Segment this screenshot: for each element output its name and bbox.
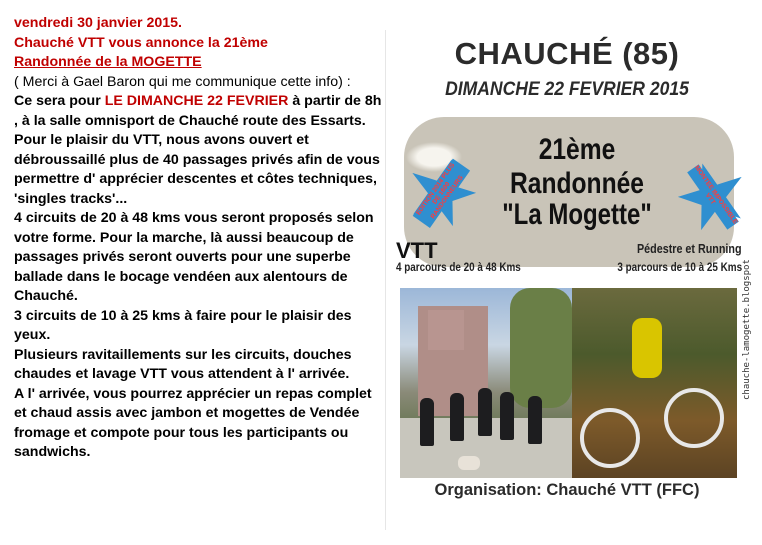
tree-shape <box>510 288 572 408</box>
article-headline <box>14 34 386 73</box>
headline-part1: Chauché VTT vous annonce la 21ème <box>14 34 268 51</box>
walk-routes: 3 parcours de 10 à 25 Kms <box>617 262 742 274</box>
castle-tower <box>428 310 464 350</box>
bike-wheel <box>580 408 640 468</box>
dog-shape <box>458 456 480 470</box>
walkers-photo <box>400 288 572 478</box>
paragraph-1 <box>14 92 386 131</box>
article-text <box>14 14 386 463</box>
paragraph-4: 3 circuits de 10 à 25 kms à faire pour le plaisir des yeux. <box>14 307 352 343</box>
badge-left-text: EDITION 2014 PLUS DE 1600 RANDONNEURS <box>412 158 469 227</box>
blog-watermark: chauche-lamogette.blogspot <box>742 259 752 400</box>
walker <box>420 398 434 446</box>
walker <box>478 388 492 436</box>
p1-intro: Ce sera pour <box>14 93 105 109</box>
paragraph-6: A l' arrivée, vous pourrez apprécier un repas complet et chaud assis avec jambon et mogettes de Vendée fromage et compote pour tous les participants ou sandwichs. <box>14 385 372 460</box>
poster-headline: 21ème Randonnée <box>510 133 644 200</box>
cyclist-photo <box>572 288 737 478</box>
p1-place: , à la salle omnisport de Chauché route des Essarts. <box>14 112 366 129</box>
p1-time: à partir de 8h <box>288 93 382 109</box>
poster-subtitle: "La Mogette" <box>502 198 652 231</box>
paragraph-2: Pour le plaisir du VTT, nous avons ouvert et débroussaillé plus de 40 passages privés afin de vous permettre d' apprécier descentes et côtes techniques, 'singles tracks'... <box>14 132 380 207</box>
paragraph-5: Plusieurs ravitaillements sur les circuits, douches chaudes et lavage VTT vous attendent à l' arrivée. <box>14 346 352 382</box>
walker <box>528 396 542 444</box>
event-poster <box>392 20 742 520</box>
poster-organizer: Organisation: Chauché VTT (FFC) <box>434 481 700 499</box>
walk-label: Pédestre et Running <box>637 242 742 256</box>
rider-shape <box>632 318 662 378</box>
vtt-label: VTT <box>396 238 438 263</box>
headline-part2: Randonnée de la MOGETTE <box>14 54 202 70</box>
column-divider <box>385 30 386 530</box>
walker <box>500 392 514 440</box>
article-date: vendredi 30 janvier 2015. <box>14 15 182 31</box>
walker <box>450 393 464 441</box>
p1-date: LE DIMANCHE 22 FEVRIER <box>104 93 289 109</box>
poster-date: DIMANCHE 22 FEVRIER 2015 <box>445 78 689 100</box>
poster-city: CHAUCHÉ (85) <box>454 36 680 71</box>
badge-right-text: MONTEE IMPOSSIBLE VTT <box>687 164 739 229</box>
thanks-note: ( Merci à Gael Baron qui me communique cette info) : <box>14 73 351 90</box>
vtt-routes: 4 parcours de 20 à 48 Kms <box>396 262 521 274</box>
bike-wheel <box>664 388 724 448</box>
paragraph-3: 4 circuits de 20 à 48 kms vous seront proposés selon votre forme. Pour la marche, là aussi beaucoup de passages privés seront ouverts pour une superbe ballade dans le bocage vendéen aux alentours de Chauché. <box>14 210 374 304</box>
